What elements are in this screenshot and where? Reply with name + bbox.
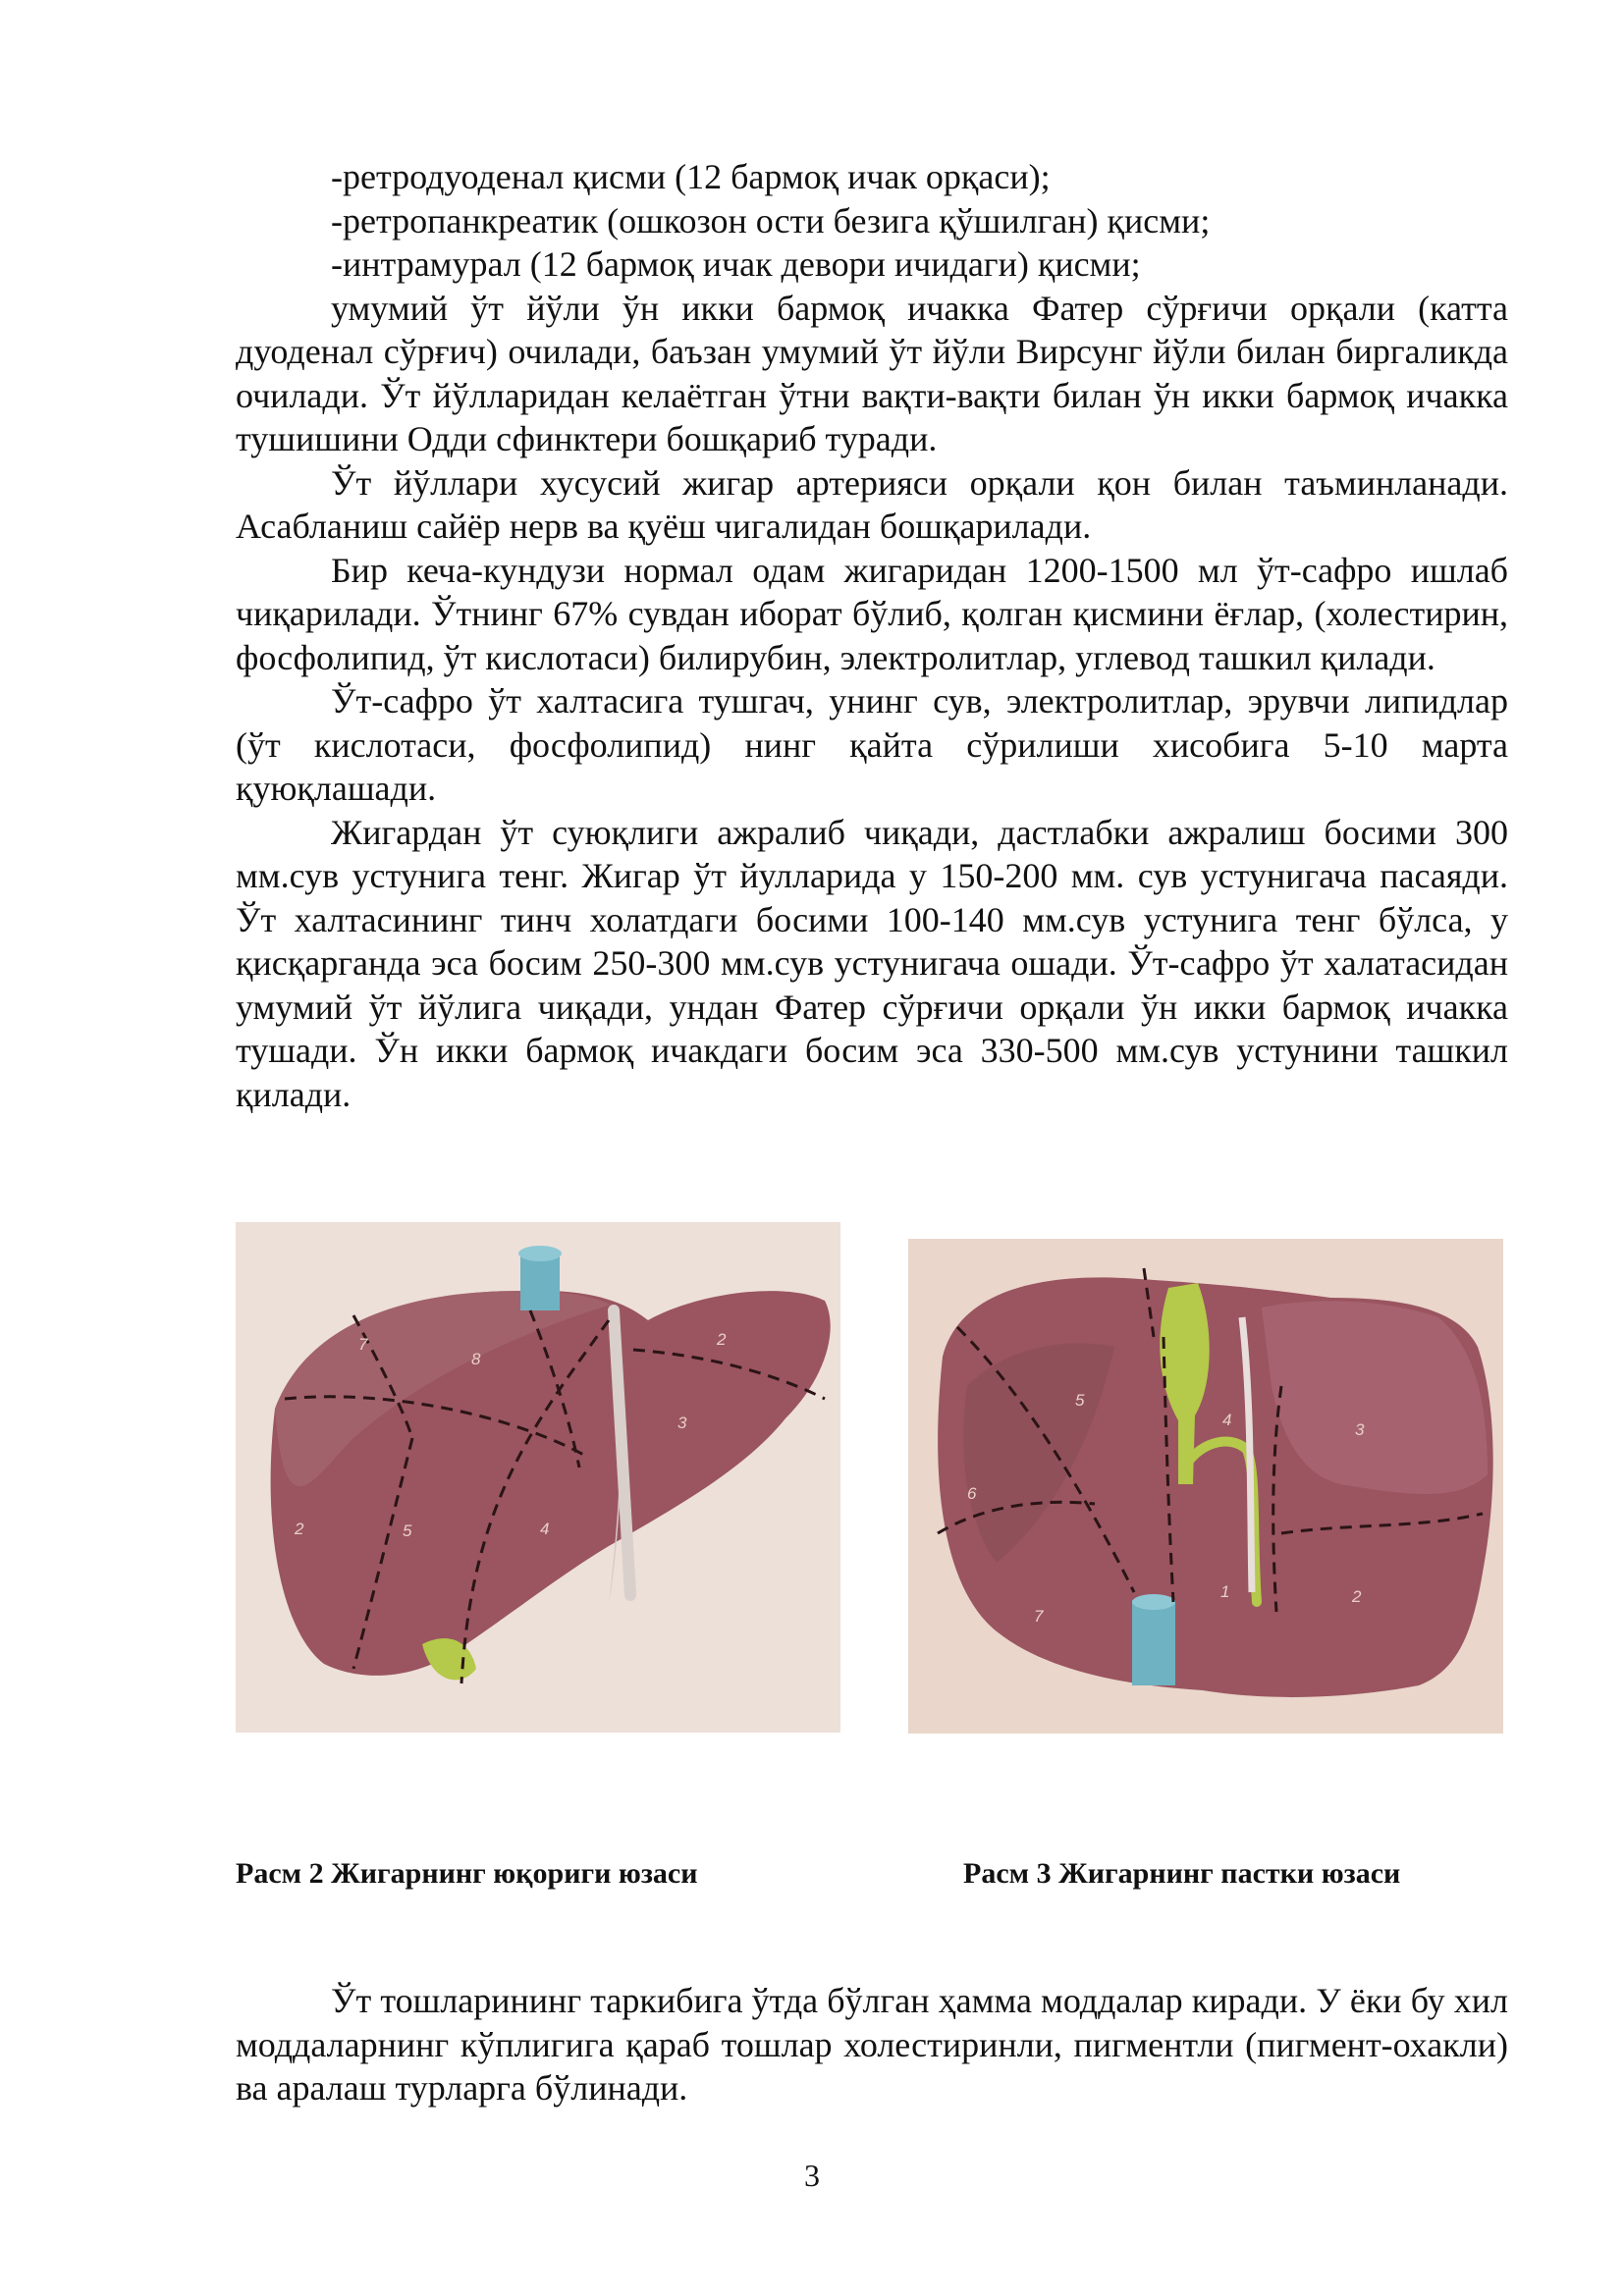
paragraph: Ўт йўллари хусусий жигар артерияси орқали қон билан таъминланади. Асабланиш сайёр нерв ва қуёш чигалидан бошқарилади. [236,462,1508,546]
segment-label: 4 [1222,1411,1232,1429]
figure-liver-lower-surface [908,1239,1503,1734]
segment-label: 2 [1352,1587,1362,1606]
segment-label: 1 [1220,1582,1230,1601]
paragraph: Жигардан ўт суюқлиги ажралиб чиқади, дастлабки ажралиш босими 300 мм.сув устунига тенг. Жигар ўт йулларида у 150-200 мм. сув устунигача пасаяди. Ўт халтасининг тинч холатдаги босими 100-140 мм.сув устунига тенг бўлса, у қисқарганда эса босим 250-300 мм.сув устунигача ошади. Ўт-сафро ўт халатасидан умумий ўт йўлига чиқади, ундан Фатер сўрғичи орқали ўн икки бармоқ ичакка тушади. Ўн икки бармоқ ичакдаги босим эса 330-500 мм.сув устунини ташкил қилади. [236,812,1508,1114]
segment-label: 3 [677,1414,687,1432]
segment-label: 4 [540,1520,550,1538]
body-text-bottom [236,1979,1508,2110]
paragraph: -ретропанкреатик (ошкозон ости безига қўшилган) қисми; [331,200,1211,240]
paragraph: Ўт тошларининг таркибига ўтда бўлган ҳамма моддалар киради. У ёки бу хил моддаларнинг кўплигига қараб тошлар холестиринли, пигментли (пигмент-охакли) ва аралаш турларга бўлинади. [236,1981,1508,2108]
liver-upper-illustration [236,1222,840,1733]
paragraph: -интрамурал (12 бармоқ ичак девори ичидаги) қисми; [331,244,1141,284]
liver-lower-illustration [908,1239,1503,1734]
segment-label: 2 [717,1330,727,1349]
paragraph: -ретродуоденал қисми (12 бармоқ ичак орқаси); [331,157,1051,196]
segment-label: 8 [471,1350,481,1368]
segment-label: 7 [358,1335,368,1354]
segment-label: 3 [1355,1420,1365,1439]
figure-caption: Расм 2 Жигарнинг юқориги юзаси [236,1857,698,1890]
body-text-top [236,155,1508,1116]
segment-label: 7 [1034,1607,1044,1626]
page-number: 3 [804,2158,820,2193]
segment-label: 2 [295,1520,304,1538]
segment-label: 5 [403,1522,412,1540]
paragraph: Ўт-сафро ўт халтасига тушгач, унинг сув, электролитлар, эрувчи липидлар (ўт кислотаси, фосфолипид) нинг қайта сўрилиши хисобига 5-10 марта қуюқлашади. [236,681,1508,808]
figure-caption: Расм 3 Жигарнинг пастки юзаси [963,1857,1401,1890]
figure-liver-upper-surface [236,1222,840,1733]
segment-label: 6 [967,1484,977,1503]
paragraph: Бир кеча-кундузи нормал одам жигаридан 1200-1500 мл ўт-сафро ишлаб чиқарилади. Ўтнинг 67% сувдан иборат бўлиб, қолган қисмини ёғлар, (холестирин, фосфолипид, ўт кислотаси) билирубин, электролитлар, углевод ташкил қилади. [236,550,1508,677]
paragraph: умумий ўт йўли ўн икки бармоқ ичакка Фатер сўрғичи орқали (катта дуоденал сўрғич) очилади, баъзан умумий ўт йўли Вирсунг йўли билан биргаликда очилади. Ўт йўлларидан келаётган ўтни вақти-вақти билан ўн икки бармоқ ичакка тушишини Одди сфинктери бошқариб туради. [236,288,1508,458]
segment-label: 5 [1075,1391,1085,1410]
